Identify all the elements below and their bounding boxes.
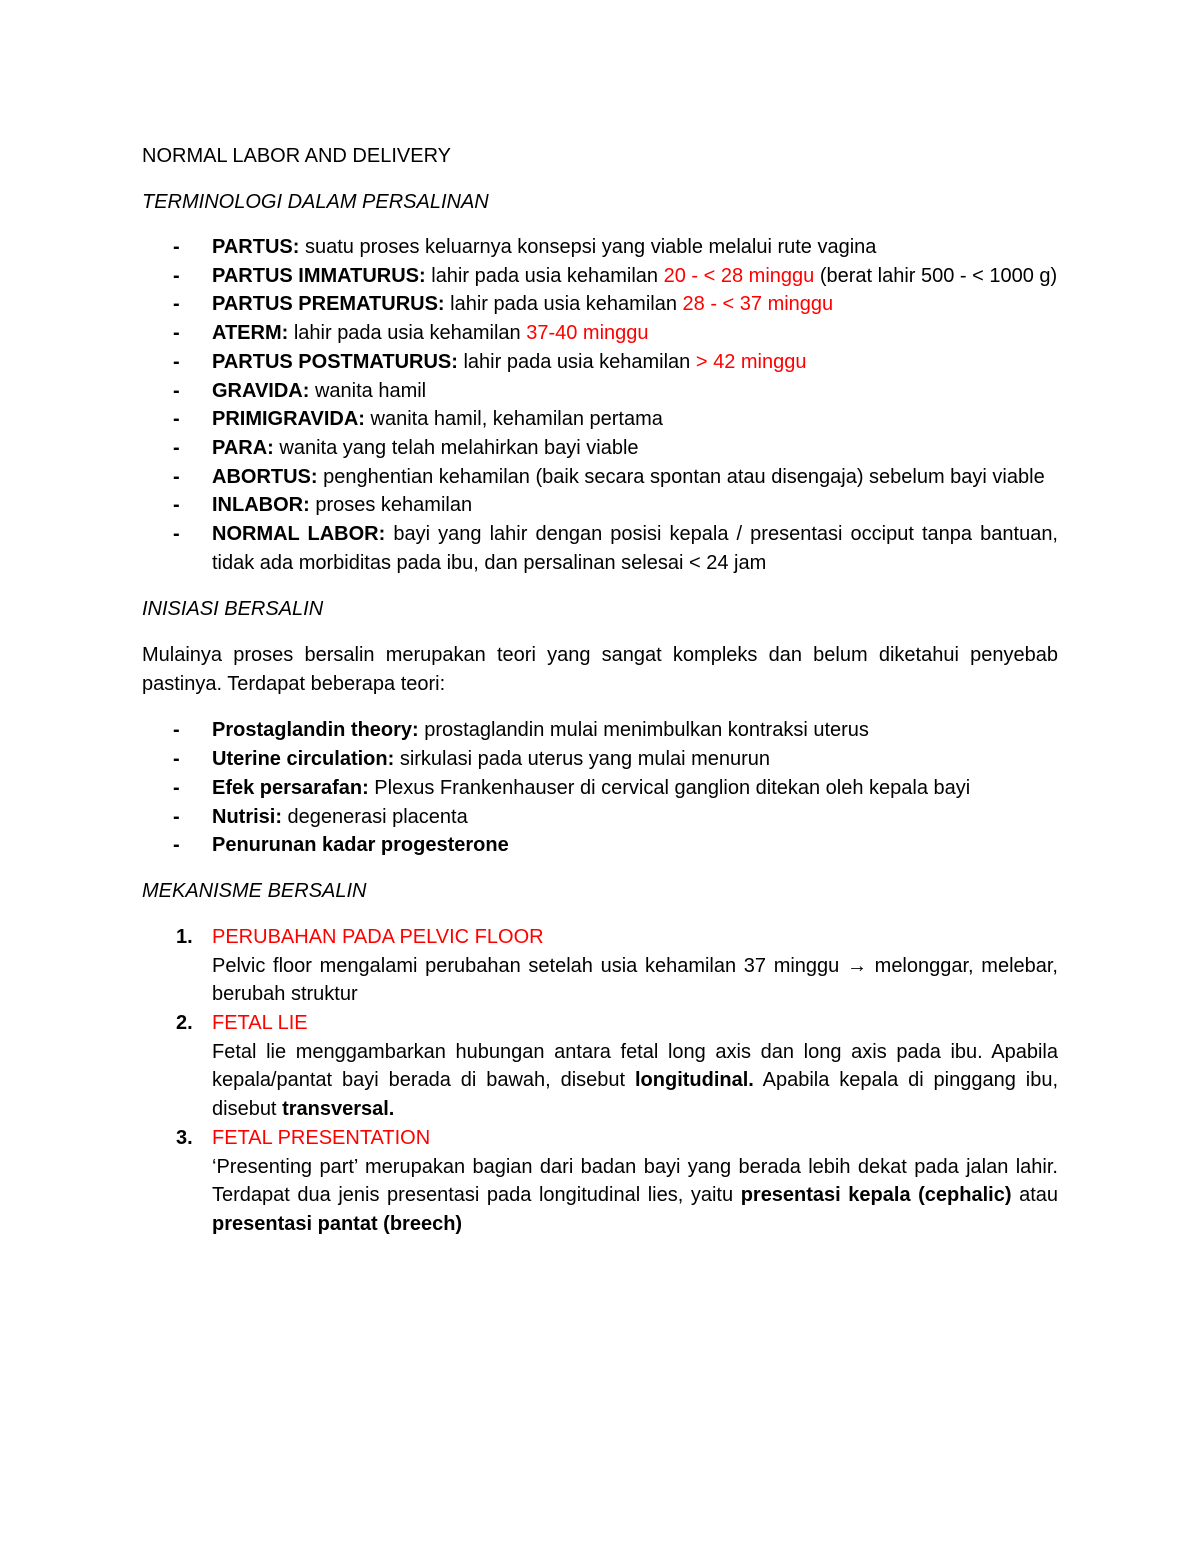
bullet-marker: - bbox=[173, 523, 180, 546]
term-label: Nutrisi: bbox=[212, 805, 282, 828]
bullet-marker: - bbox=[173, 465, 180, 488]
term-label: ABORTUS: bbox=[212, 465, 318, 488]
list-item bbox=[142, 831, 1058, 860]
term-label: ATERM: bbox=[212, 322, 289, 345]
bullet-marker: - bbox=[173, 236, 180, 258]
term-label: Efek persarafan: bbox=[212, 776, 369, 799]
bullet-marker: - bbox=[173, 293, 180, 316]
term-definition: bayi yang lahir dengan posisi kepala / presentasi occiput tanpa bantuan, tidak ada morbiditas pada ibu, dan persalinan selesai < 24 jam bbox=[212, 523, 1058, 574]
document-body bbox=[142, 142, 1058, 1239]
item-body-bold: presentasi kepala (cephalic) bbox=[740, 1184, 1012, 1207]
highlight-range: 20 - < 28 minggu bbox=[663, 264, 815, 287]
teori-list bbox=[142, 716, 1058, 860]
bullet-marker: - bbox=[173, 805, 180, 828]
term-label: PARTUS POSTMATURUS: bbox=[212, 350, 458, 373]
bullet-marker: - bbox=[173, 834, 180, 857]
list-item bbox=[142, 803, 1058, 832]
item-body-bold: longitudinal. bbox=[634, 1069, 754, 1092]
bullet-marker: - bbox=[173, 322, 180, 345]
section-heading-inisiasi: INISIASI BERSALIN bbox=[142, 598, 324, 621]
list-item bbox=[142, 348, 1058, 377]
term-label: PARTUS PREMATURUS: bbox=[212, 293, 445, 316]
term-label: Uterine circulation: bbox=[212, 748, 395, 771]
term-definition: penghentian kehamilan (baik secara spontan atau disengaja) sebelum bayi viable bbox=[317, 465, 1045, 488]
bullet-marker: - bbox=[173, 264, 180, 287]
term-definition: lahir pada usia kehamilan bbox=[444, 293, 683, 316]
bullet-marker: - bbox=[173, 494, 180, 517]
list-item bbox=[142, 745, 1058, 774]
term-definition: prostaglandin mulai menimbulkan kontraksi uterus bbox=[418, 719, 869, 742]
list-item bbox=[142, 774, 1058, 803]
term-label: Penurunan kadar progesterone bbox=[212, 834, 509, 857]
section-heading-mekanisme: MEKANISME BERSALIN bbox=[142, 879, 367, 902]
bullet-marker: - bbox=[173, 436, 180, 459]
terminologi-list bbox=[142, 233, 1058, 577]
term-label: PARTUS: bbox=[212, 236, 300, 258]
list-item bbox=[142, 463, 1058, 492]
list-item bbox=[142, 377, 1058, 406]
bullet-marker: - bbox=[173, 408, 180, 431]
list-item bbox=[142, 716, 1058, 745]
item-heading: PERUBAHAN PADA PELVIC FLOOR bbox=[212, 925, 544, 948]
item-body-bold: transversal. bbox=[282, 1098, 395, 1121]
term-definition-suffix: (berat lahir 500 - < 1000 g) bbox=[814, 264, 1058, 287]
item-number: 1. bbox=[176, 925, 193, 948]
item-body: Pelvic floor mengalami perubahan setelah usia kehamilan 37 minggu → melonggar, melebar, berubah struktur bbox=[212, 954, 1058, 1006]
list-item bbox=[142, 262, 1058, 291]
term-definition: Plexus Frankenhauser di cervical ganglion ditekan oleh kepala bayi bbox=[368, 776, 971, 799]
highlight-range: 28 - < 37 minggu bbox=[682, 293, 834, 316]
term-definition: degenerasi placenta bbox=[282, 805, 468, 828]
term-definition: wanita hamil bbox=[309, 379, 427, 402]
item-heading: FETAL PRESENTATION bbox=[212, 1126, 431, 1149]
list-item bbox=[142, 520, 1058, 577]
item-body: Fetal lie menggambarkan hubungan antara fetal long axis dan long axis pada ibu. Apabila kepala/pantat bayi berada di bawah, disebut bbox=[212, 1040, 1058, 1092]
term-definition: proses kehamilan bbox=[309, 494, 473, 517]
term-label: INLABOR: bbox=[212, 494, 310, 517]
term-definition: wanita hamil, kehamilan pertama bbox=[364, 408, 663, 431]
term-label: PRIMIGRAVIDA: bbox=[212, 408, 365, 431]
numbered-item bbox=[142, 923, 1058, 1009]
list-item bbox=[142, 290, 1058, 319]
term-definition: sirkulasi pada uterus yang mulai menurun bbox=[394, 748, 771, 771]
document-title: NORMAL LABOR AND DELIVERY bbox=[142, 145, 451, 167]
highlight-range: > 42 minggu bbox=[695, 350, 807, 373]
term-label: PARTUS IMMATURUS: bbox=[212, 264, 426, 287]
section-heading-terminologi: TERMINOLOGI DALAM PERSALINAN bbox=[142, 191, 489, 213]
term-label: GRAVIDA: bbox=[212, 379, 310, 402]
term-label: PARA: bbox=[212, 436, 274, 459]
item-body: atau bbox=[1011, 1184, 1059, 1207]
item-number: 3. bbox=[176, 1126, 193, 1149]
list-item bbox=[142, 434, 1058, 463]
term-definition: suatu proses keluarnya konsepsi yang viable melalui rute vagina bbox=[299, 236, 877, 258]
term-definition: lahir pada usia kehamilan bbox=[288, 322, 527, 345]
list-item bbox=[142, 233, 1058, 262]
term-definition: lahir pada usia kehamilan bbox=[425, 264, 664, 287]
item-body: ‘Presenting part’ merupakan bagian dari badan bayi yang berada lebih dekat pada jalan lahir. Terdapat dua jenis presentasi pada longitudinal lies, yaitu bbox=[212, 1155, 1058, 1207]
item-body-bold: presentasi pantat (breech) bbox=[212, 1212, 463, 1235]
term-definition: wanita yang telah melahirkan bayi viable bbox=[273, 436, 639, 459]
bullet-marker: - bbox=[173, 379, 180, 402]
mekanisme-list bbox=[142, 923, 1058, 1239]
term-label: NORMAL LABOR: bbox=[212, 523, 386, 546]
item-body: Apabila kepala di pinggang ibu, disebut bbox=[212, 1069, 1059, 1121]
numbered-item bbox=[142, 1124, 1058, 1239]
bullet-marker: - bbox=[173, 350, 180, 373]
highlight-range: 37-40 minggu bbox=[526, 322, 649, 345]
bullet-marker: - bbox=[173, 748, 180, 771]
term-label: Prostaglandin theory: bbox=[212, 719, 419, 742]
term-definition: lahir pada usia kehamilan bbox=[457, 350, 696, 373]
bullet-marker: - bbox=[173, 719, 180, 742]
list-item bbox=[142, 405, 1058, 434]
numbered-item bbox=[142, 1009, 1058, 1124]
item-heading: FETAL LIE bbox=[212, 1012, 308, 1035]
section-intro-paragraph: Mulainya proses bersalin merupakan teori yang sangat kompleks dan belum diketahui penyebab pastinya. Terdapat beberapa teori: bbox=[142, 644, 1058, 696]
list-item bbox=[142, 319, 1058, 348]
item-number: 2. bbox=[176, 1012, 193, 1035]
bullet-marker: - bbox=[173, 776, 180, 799]
list-item bbox=[142, 491, 1058, 520]
